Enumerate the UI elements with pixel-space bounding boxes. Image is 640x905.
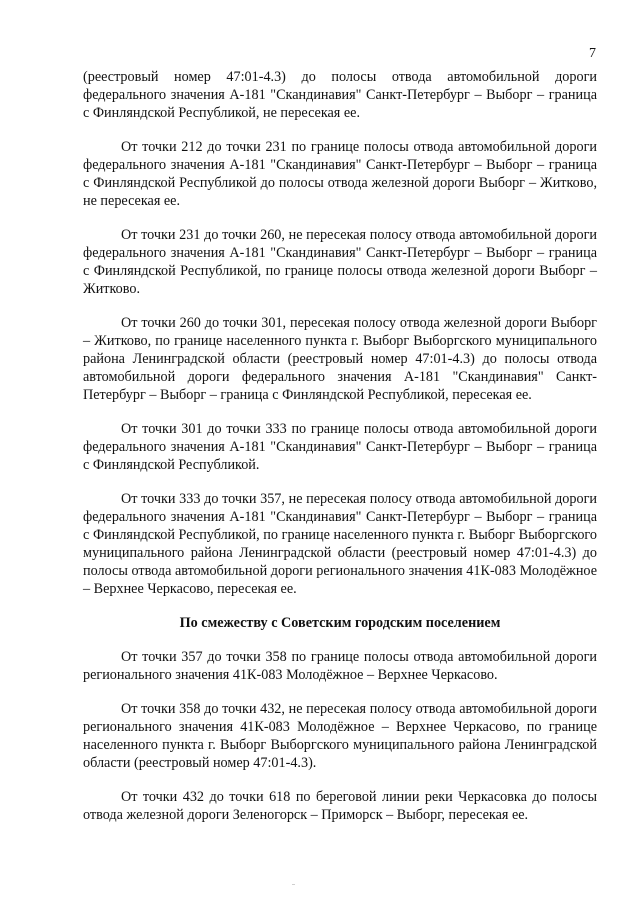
- paragraph-212-231: От точки 212 до точки 231 по границе полосы отвода автомобильной дороги федерального значения А-181 "Скандинавия" Санкт-Петербург – Выборг – граница с Финляндской Республикой до полосы отвода железной дороги Выборг – Житково, не пересекая ее.: [83, 139, 597, 209]
- paragraph-301-333: От точки 301 до точки 333 по границе полосы отвода автомобильной дороги федерального значения А-181 "Скандинавия" Санкт-Петербург – Выборг – граница с Финляндской Республикой.: [83, 421, 597, 473]
- scan-mark: [292, 884, 295, 885]
- paragraph-358-432: От точки 358 до точки 432, не пересекая полосу отвода автомобильной дороги регионального значения 41К-083 Молодёжное – Верхнее Черкасово, по границе населенного пункта г. Выборг Выборгского муниципального района Ленинградской области (реестровый номер 47:01-4.3).: [83, 701, 597, 771]
- paragraph-continuation: (реестровый номер 47:01-4.3) до полосы отвода автомобильной дороги федерального значения А-181 "Скандинавия" Санкт-Петербург – Выборг – граница с Финляндской Республикой, не пересекая ее.: [83, 69, 597, 121]
- paragraph-432-618: От точки 432 до точки 618 по береговой линии реки Черкасовка до полосы отвода железной дороги Зеленогорск – Приморск – Выборг, пересекая ее.: [83, 789, 597, 823]
- section-heading: По смежеству с Советским городским поселением: [179, 615, 501, 631]
- paragraph-260-301: От точки 260 до точки 301, пересекая полосу отвода железной дороги Выборг – Житково, по границе населенного пункта г. Выборг Выборгского муниципального района Ленинградской области (реестровый номер 47:01-4.3) до полосы отвода автомобильной дороги федерального значения А-181 "Скандинавия" Санкт-Петербург – Выборг – граница с Финляндской Республикой, пересекая ее.: [83, 315, 597, 403]
- page-number: 7: [589, 46, 596, 61]
- paragraph-231-260: От точки 231 до точки 260, не пересекая полосу отвода автомобильной дороги федерального значения А-181 "Скандинавия" Санкт-Петербург – Выборг – граница с Финляндской Республикой, по границе полосы отвода железной дороги Выборг – Житково.: [83, 227, 597, 297]
- paragraph-357-358: От точки 357 до точки 358 по границе полосы отвода автомобильной дороги регионального значения 41К-083 Молодёжное – Верхнее Черкасово.: [83, 649, 597, 683]
- document-body: [83, 68, 597, 824]
- paragraph-333-357: От точки 333 до точки 357, не пересекая полосу отвода автомобильной дороги федерального значения А-181 "Скандинавия" Санкт-Петербург – Выборг – граница с Финляндской Республикой, по границе населенного пункта г. Выборг Выборгского муниципального района Ленинградской области (реестровый номер 47:01-4.3) до полосы отвода автомобильной дороги регионального значения 41К-083 Молодёжное – Верхнее Черкасово, пересекая ее.: [83, 491, 597, 597]
